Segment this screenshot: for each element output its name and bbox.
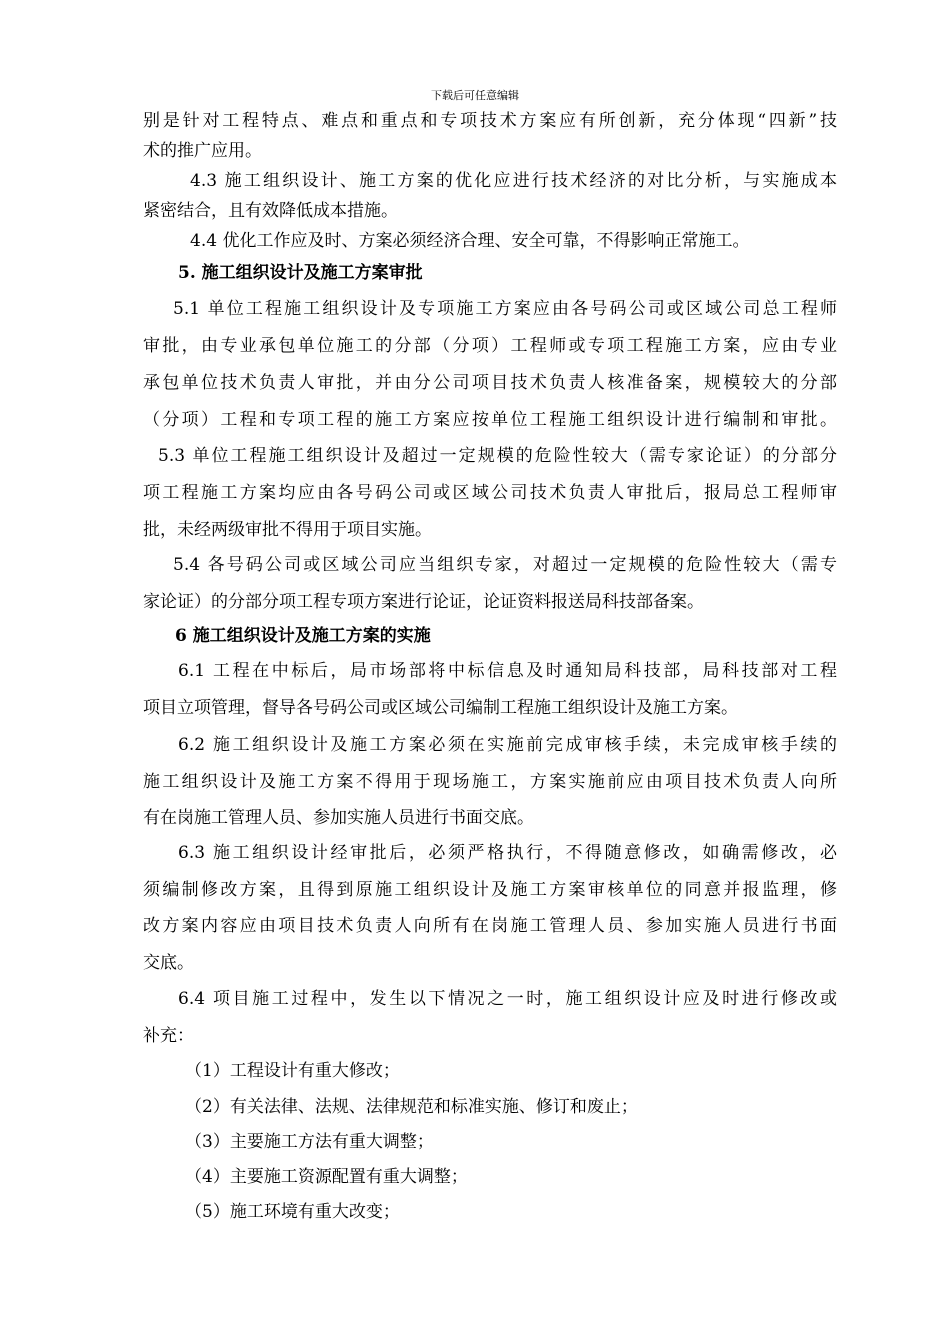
paragraph-line: 6.3 施工组织设计经审批后，必须严格执行，不得随意修改，如确需修改，必 bbox=[178, 843, 837, 863]
paragraph-line: 4.3 施工组织设计、施工方案的优化应进行技术经济的对比分析，与实施成本 bbox=[190, 171, 837, 191]
paragraph-line: 施工组织设计及施工方案不得用于现场施工，方案实施前应由项目技术负责人向所 bbox=[143, 772, 837, 792]
paragraph-line: 有在岗施工管理人员、参加实施人员进行书面交底。 bbox=[143, 808, 534, 828]
paragraph-line: 6.2 施工组织设计及施工方案必须在实施前完成审核手续，未完成审核手续的 bbox=[178, 735, 837, 755]
list-item: （2）有关法律、法规、法律规范和标准实施、修订和废止； bbox=[185, 1097, 638, 1117]
paragraph-line: 6.1 工程在中标后，局市场部将中标信息及时通知局科技部，局科技部对工程 bbox=[178, 661, 837, 681]
section-heading: 6 施工组织设计及施工方案的实施 bbox=[175, 626, 431, 646]
paragraph-line: 补充： bbox=[143, 1026, 194, 1046]
paragraph-line: 6.4 项目施工过程中，发生以下情况之一时，施工组织设计应及时进行修改或 bbox=[178, 989, 837, 1009]
paragraph-line: 改方案内容应由项目技术负责人向所有在岗施工管理人员、参加实施人员进行书面 bbox=[143, 916, 837, 936]
paragraph-line: 术的推广应用。 bbox=[143, 141, 262, 161]
paragraph-line: 紧密结合，且有效降低成本措施。 bbox=[143, 201, 398, 221]
paragraph-line: 4.4 优化工作应及时、方案必须经济合理、安全可靠，不得影响正常施工。 bbox=[190, 231, 750, 251]
paragraph-line: 审批，由专业承包单位施工的分部（分项）工程师或专项工程施工方案，应由专业 bbox=[143, 336, 837, 356]
paragraph-line: 批，未经两级审批不得用于项目实施。 bbox=[143, 520, 432, 540]
paragraph-line: 项目立项管理，督导各号码公司或区域公司编制工程施工组织设计及施工方案。 bbox=[143, 698, 738, 718]
list-item: （5）施工环境有重大改变； bbox=[185, 1202, 400, 1222]
section-heading: 5. 施工组织设计及施工方案审批 bbox=[178, 263, 423, 283]
list-item: （3）主要施工方法有重大调整； bbox=[185, 1132, 434, 1152]
paragraph-line: （分项）工程和专项工程的施工方案应按单位工程施工组织设计进行编制和审批。 bbox=[143, 410, 837, 430]
paragraph-line: 交底。 bbox=[143, 953, 194, 973]
page-header: 下载后可任意编辑 bbox=[431, 89, 519, 102]
list-item: （4）主要施工资源配置有重大调整； bbox=[185, 1167, 468, 1187]
paragraph-line: 须编制修改方案，且得到原施工组织设计及施工方案审核单位的同意并报监理，修 bbox=[143, 880, 837, 900]
paragraph-line: 承包单位技术负责人审批，并由分公司项目技术负责人核准备案，规模较大的分部 bbox=[143, 373, 837, 393]
paragraph-line: 5.1 单位工程施工组织设计及专项施工方案应由各号码公司或区域公司总工程师 bbox=[173, 299, 837, 319]
paragraph-line: 家论证）的分部分项工程专项方案进行论证，论证资料报送局科技部备案。 bbox=[143, 592, 704, 612]
paragraph-line: 5.3 单位工程施工组织设计及超过一定规模的危险性较大（需专家论证）的分部分 bbox=[158, 446, 837, 466]
paragraph-line: 5.4 各号码公司或区域公司应当组织专家，对超过一定规模的危险性较大（需专 bbox=[173, 555, 837, 575]
paragraph-line: 别是针对工程特点、难点和重点和专项技术方案应有所创新，充分体现“四新”技 bbox=[143, 111, 837, 131]
list-item: （1）工程设计有重大修改； bbox=[185, 1061, 400, 1081]
paragraph-line: 项工程施工方案均应由各号码公司或区域公司技术负责人审批后，报局总工程师审 bbox=[143, 483, 837, 503]
